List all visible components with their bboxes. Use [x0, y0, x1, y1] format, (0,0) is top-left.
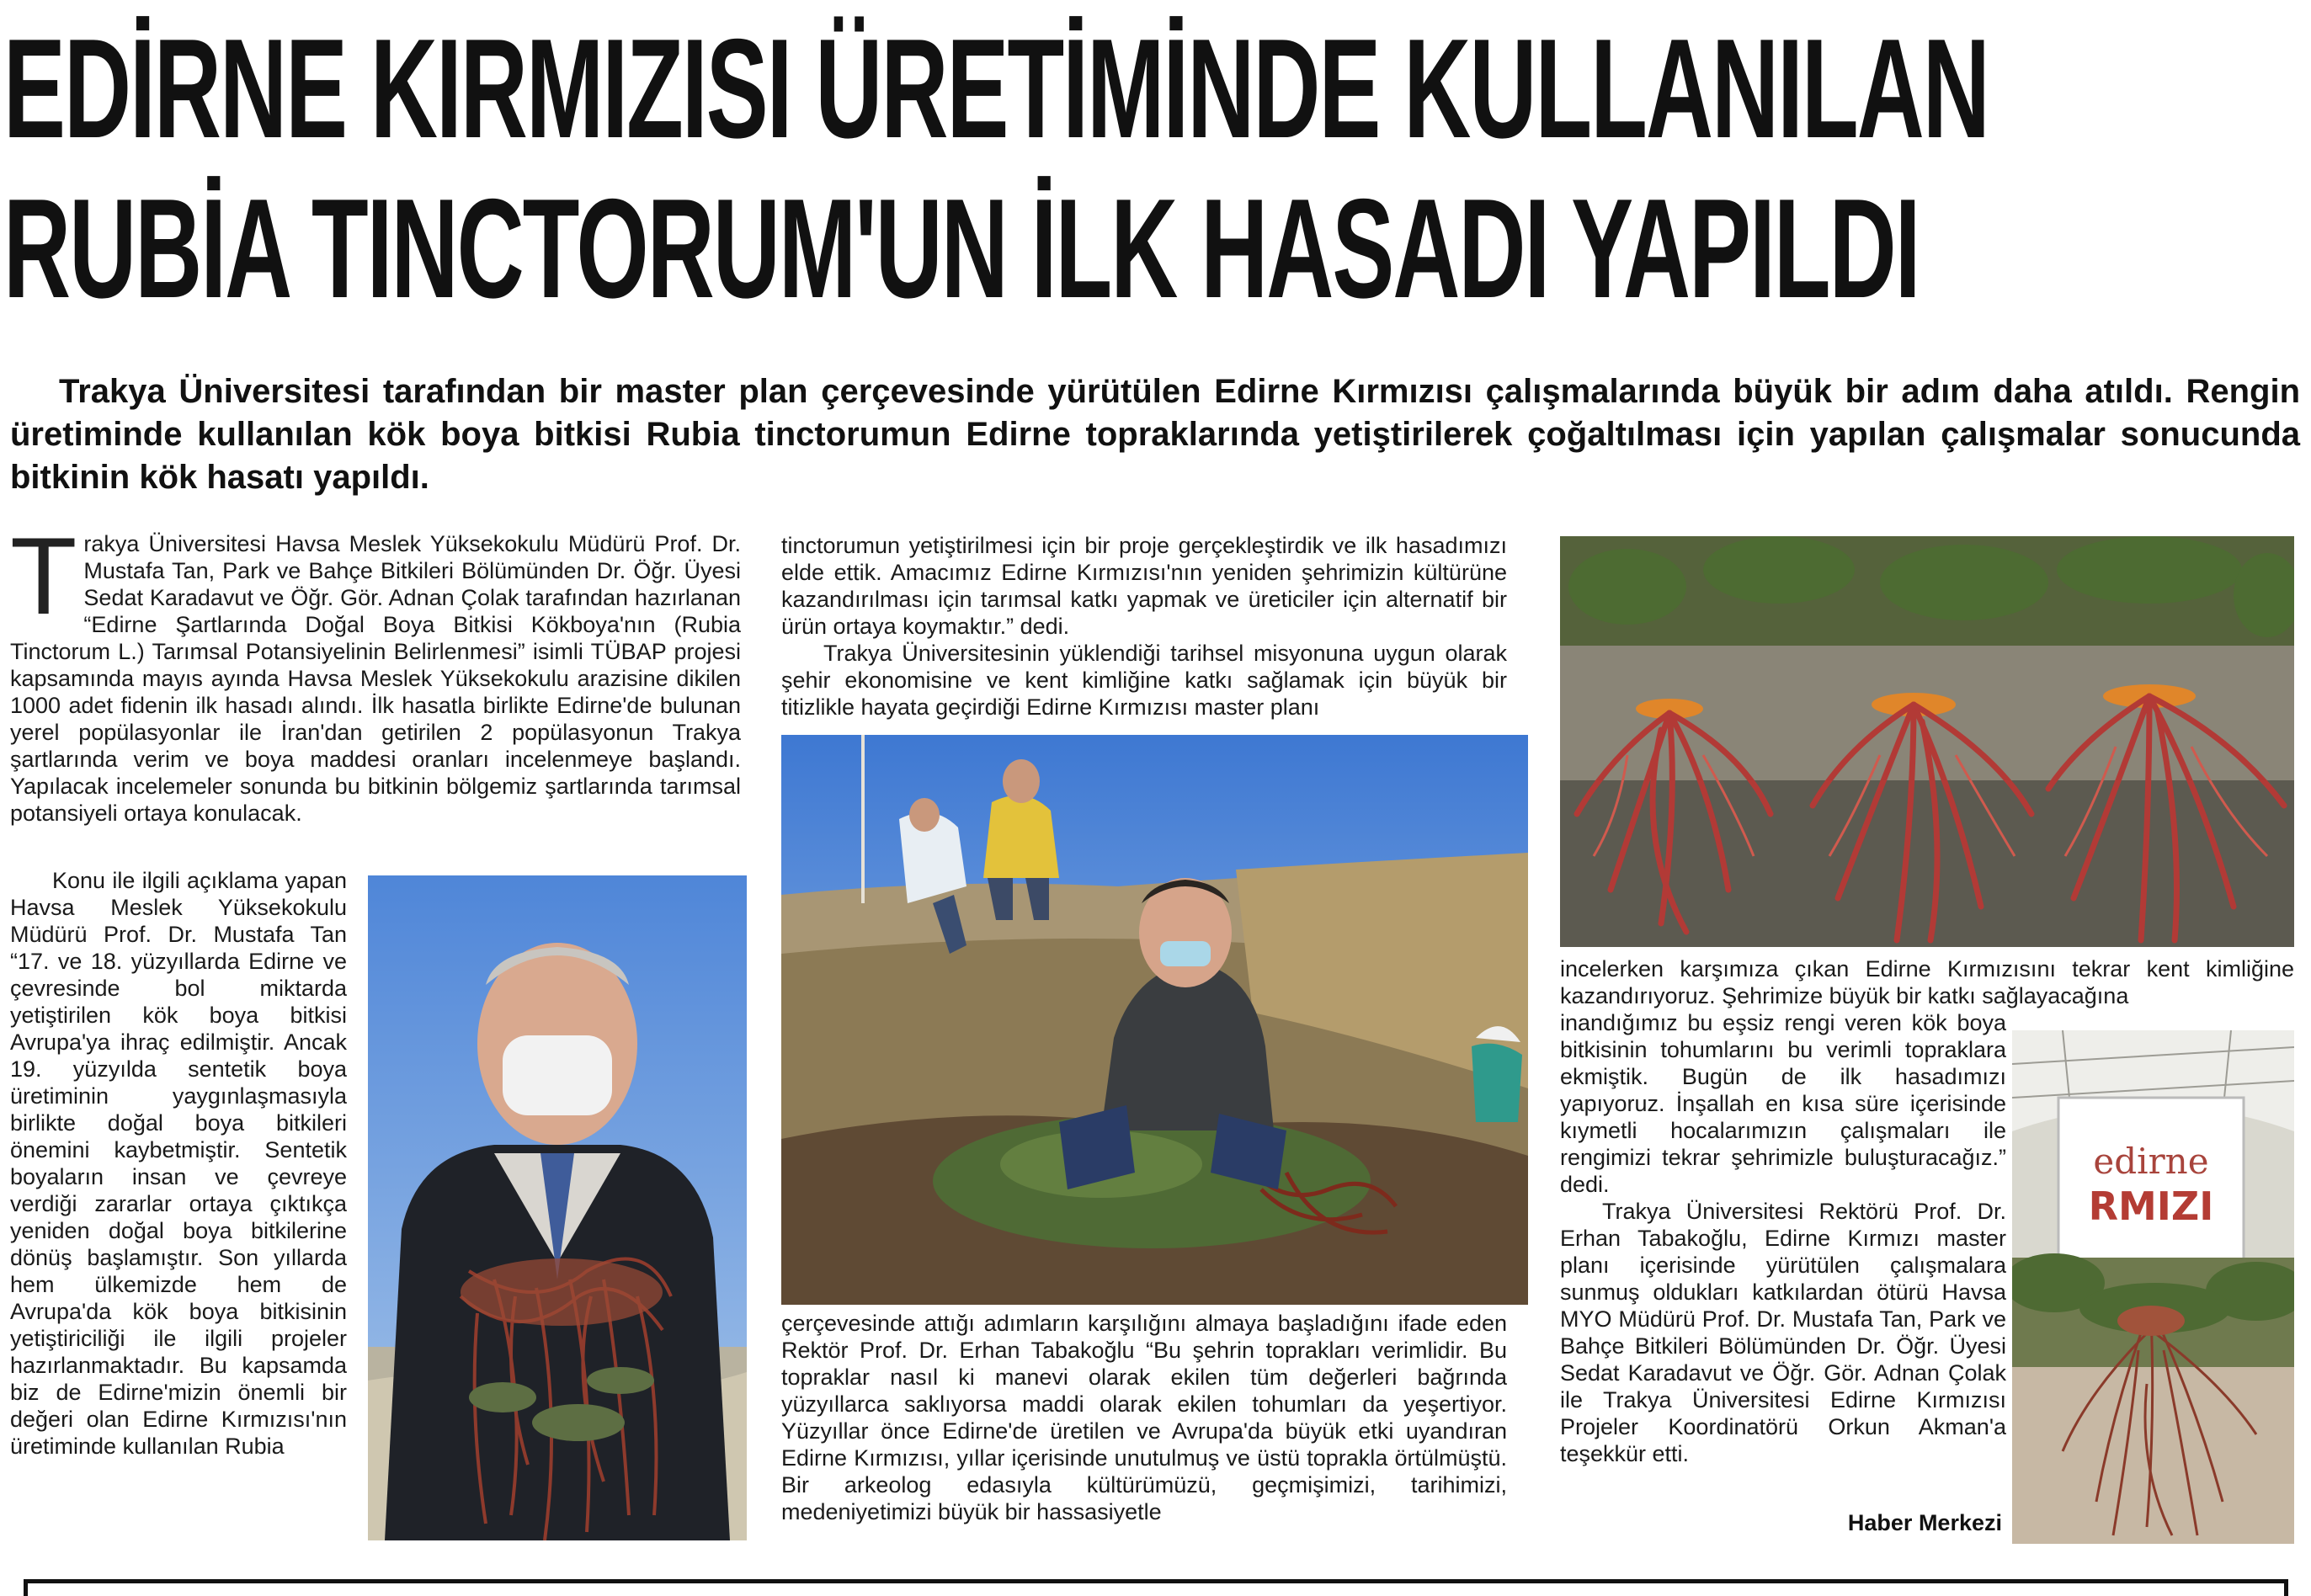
- column-3-paragraph-3: Trakya Üniversitesi Rektörü Prof. Dr. Erhan Tabakoğlu, Edirne Kırmızı master planı içerisinde yürütülen çalışmalara sunmuş oldukları katkılardan ötürü Havsa MYO Müdürü Prof. Dr. Mustafa Tan, Park ve Bahçe Bitkileri Bölümünden Dr. Öğr. Üyesi Sedat Karadavut ve Öğr. Gör. Adnan Çolak ile Trakya Üniversitesi Edirne Kırmızısı Projeler Koordinatörü Orkun Akman'a teşekkür etti.: [1560, 1199, 2006, 1466]
- column-1-narrow: [10, 867, 347, 1460]
- headline: [3, 8, 1989, 328]
- column-3-narrow: [1560, 1009, 2006, 1467]
- column-2-top: [781, 532, 1507, 721]
- column-2-paragraph-2: Trakya Üniversitesinin yüklendiği tarihsel misyonuna uygun olarak şehir ekonomisine ve kent kimliğine katkı sağlamak için büyük bir titizlikle hayata geçirdiği Edirne Kırmızısı master planı: [781, 641, 1507, 720]
- photo-field-harvest: [781, 735, 1528, 1305]
- sign-text-1: edirne: [2093, 1141, 2209, 1182]
- column-2-bottom: [781, 1310, 1507, 1525]
- sign-text-2: RMIZI: [2088, 1184, 2214, 1229]
- headline-line-2: RUBİA TINCTORUM'UN İLK HASADI YAPILDI: [3, 169, 1920, 327]
- headline-line-1: EDİRNE KIRMIZISI ÜRETİMİNDE KULLANILAN: [3, 9, 1989, 168]
- column-1-wide: [10, 514, 741, 827]
- bottom-border: [24, 1579, 2288, 1583]
- column-3-paragraph-2: inandığımız bu eşsiz rengi veren kök boya bitkisinin tohumlarını bu verimli topraklara ekmiştik. Bugün de ilk hasadımızı yapıyoruz. İnşallah en kısa süre içerisinde kıymetli hocalarımızın çalışmaları ile rengimizi tekrar şehrimizle buluşturacağız.” dedi.: [1560, 1010, 2006, 1197]
- byline: Haber Merkezi: [1847, 1510, 2002, 1535]
- bottom-border-right: [2284, 1579, 2288, 1596]
- photo-greenhouse-sign: [2012, 1030, 2294, 1544]
- bottom-border-left: [24, 1579, 28, 1596]
- column-1-paragraph-1: rakya Üniversitesi Havsa Meslek Yüksekokulu Müdürü Prof. Dr. Mustafa Tan, Park ve Bahçe Bitkileri Bölümünden Dr. Öğr. Üyesi Sedat Karadavut ve Öğr. Gör. Adnan Çolak tarafından hazırlanan “Edirne Şartlarında Doğal Boya Bitkisi Kökboya'nın (Rubia Tinctorum L.) Tarımsal Potansiyelinin Belirlenmesi” isimli TÜBAP projesi kapsamında mayıs ayında Havsa Meslek Yüksekokulu arazisine dikilen 1000 adet fidenin ilk hasadı alındı. İlk hasatla birlikte Edirne'de bulunan yerel popülasyonlar ile İran'dan getirilen 2 popülasyonun Trakya şartlarında verim ve boya maddesi oranları incelenmeye başlandı. Yapılacak incelemeler sonunda bu bitkinin bölgemiz şartlarında tarımsal potansiyeli ortaya konulacak.: [10, 531, 741, 826]
- lead-paragraph: Trakya Üniversitesi tarafından bir master plan çerçevesinde yürütülen Edirne Kırmızısı çalışmalarında büyük bir adım daha atıldı. Rengin üretiminde kullanılan kök boya bitkisi Rubia tinctorumun Edirne topraklarında yetiştirilerek çoğaltılması için yapılan çalışmalar sonucunda bitkinin kök hasatı yapıldı.: [10, 373, 2300, 496]
- drop-cap: T: [10, 514, 77, 637]
- column-3-paragraph-1: incelerken karşımıza çıkan Edirne Kırmızısını tekrar kent kimliğine kazandırıyoruz. Şehrimize büyük bir katkı sağlayacağına: [1560, 956, 2294, 1008]
- photo-professor-holding-roots: [368, 875, 747, 1540]
- photo-madder-roots: [1560, 536, 2294, 947]
- column-2-paragraph-1: tinctorumun yetiştirilmesi için bir proje gerçekleştirdik ve ilk hasadımızı elde ettik. Amacımız Edirne Kırmızısı'nın yeniden şehrimizin kültürüne kazandırılması için tarımsal katkı yapmak ve üreticiler için alternatif bir ürün ortaya koymaktır.” dedi.: [781, 533, 1507, 639]
- column-1-paragraph-2: Konu ile ilgili açıklama yapan Havsa Meslek Yüksekokulu Müdürü Prof. Dr. Mustafa Tan “17. ve 18. yüzyıllarda Edirne ve çevresinde bol miktarda yetiştirilen kök boya bitkisi Avrupa'ya ihraç edilmiştir. Ancak 19. yüzyılda sentetik boya üretiminin yaygınlaşmasıyla birlikte doğal boya bitkileri önemini kaybetmiştir. Sentetik boyaların insan ve çevreye verdiği zararlar ortaya çıktıkça yeniden doğal boya bitkilerine dönüş başlamıştır. Son yıllarda hem ülkemizde hem de Avrupa'da kök boya bitkisinin yetiştiriciliği ile ilgili projeler hazırlanmaktadır. Bu kapsamda biz de Edirne'mizin önemli bir değeri olan Edirne Kırmızısı'nın üretiminde kullanılan Rubia: [10, 868, 347, 1459]
- column-2-paragraph-3: çerçevesinde attığı adımların karşılığını almaya başladığını ifade eden Rektör Prof. Dr. Erhan Tabakoğlu “Bu şehrin toprakları verimlidir. Bu topraklar nasıl ki manevi olarak ekilen tüm değerleri bağrında yüzyıllarca saklıyorsa maddi olarak ekilen tohumları da yeşertiyor. Yüzyıllar önce Edirne'de üretilen ve Avrupa'da büyük etki uyandıran Edirne Kırmızısı, yıllar içerisinde unutulmuş ve üstü toprakla örtülmüştü. Bir arkeolog edasıyla kültürümüzü, geçmişimizi, tarihimizi, medeniyetimizi büyük bir hassasiyetle: [781, 1311, 1507, 1524]
- column-3-wide: [1560, 955, 2294, 1009]
